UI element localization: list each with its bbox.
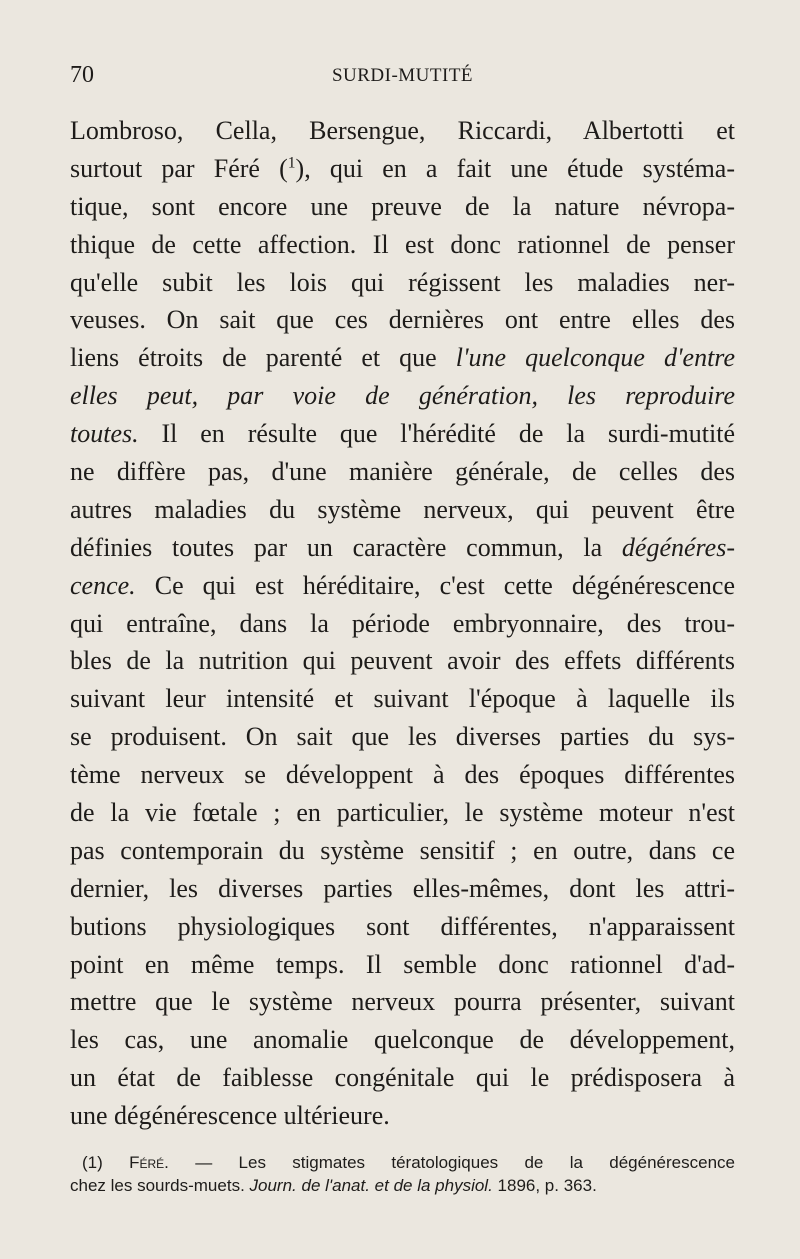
text-line: suivant leur intensité et suivant l'époque à laquelle ils xyxy=(70,684,735,714)
text-line: liens étroits de parenté et que l'une quelconque d'entre xyxy=(70,343,735,373)
italic-phrase: l'une quelconque d'entre xyxy=(455,343,735,373)
text-line: un état de faiblesse congénitale qui le prédisposera à xyxy=(70,1063,735,1093)
text-line: dernier, les diverses parties elles-mêmes, dont les attri- xyxy=(70,873,735,903)
footnote xyxy=(70,1151,735,1197)
footnote-line: chez les sourds-muets. Journ. de l'anat. et de la physiol. 1896, p. 363. xyxy=(70,1176,597,1195)
text-line: qui entraîne, dans la période embryonnaire, des trou- xyxy=(70,608,735,638)
text-line: point en même temps. Il semble donc rationnel d'ad- xyxy=(70,949,735,979)
italic-phrase: elles peut, par voie de génération, les reproduire xyxy=(70,381,735,411)
text-line: les cas, une anomalie quelconque de développement, xyxy=(70,1025,735,1055)
footnote-line: (1) Féré. — Les stigmates tératologiques de la dégénérescence xyxy=(82,1153,735,1172)
text-line: bles de la nutrition qui peuvent avoir des effets différents xyxy=(70,646,735,676)
text-line: toutes. Il en résulte que l'hérédité de la surdi-mutité xyxy=(70,419,735,449)
footnote-reference: 1 xyxy=(287,154,296,172)
text-line xyxy=(70,377,735,415)
italic-term: cence. xyxy=(70,570,136,600)
text-line: surtout par Féré ($^1$), qui en a fait une étude systéma- xyxy=(70,153,736,183)
text-line: se produisent. On sait que les diverses parties du sys- xyxy=(70,722,735,752)
text-line: une dégénérescence ultérieure. xyxy=(70,1101,390,1131)
text-line: cence. Ce qui est héréditaire, c'est cette dégénérescence xyxy=(70,570,735,600)
italic-term: dégénéres- xyxy=(621,532,735,562)
text-line: ne diffère pas, d'une manière générale, de celles des xyxy=(70,457,735,487)
text-line: mettre que le système nerveux pourra présenter, suivant xyxy=(70,987,735,1017)
text-line: pas contemporain du système sensitif ; en outre, dans ce xyxy=(70,835,735,865)
text-line: Lombroso, Cella, Bersengue, Riccardi, Albertotti et xyxy=(70,116,735,145)
text-line: veuses. On sait que ces dernières ont entre elles des xyxy=(70,305,735,335)
page-header xyxy=(70,62,735,90)
footnote-author: Féré. xyxy=(102,1153,169,1172)
journal-title: Journ. de l'anat. et de la physiol. xyxy=(249,1176,493,1195)
text-line: thique de cette affection. Il est donc rationnel de penser xyxy=(70,229,735,259)
text-line: définies toutes par un caractère commun, la dégénéres- xyxy=(70,532,735,562)
text-line: butions physiologiques sont différentes, n'apparaissent xyxy=(70,911,735,941)
running-title: SURDI-MUTITÉ xyxy=(331,65,474,86)
page-number: 70 xyxy=(70,62,94,88)
text-line: qu'elle subit les lois qui régissent les maladies ner- xyxy=(70,267,735,297)
text-line: autres maladies du système nerveux, qui peuvent être xyxy=(70,494,735,524)
text-line: de la vie fœtale ; en particulier, le système moteur n'est xyxy=(70,798,735,828)
text-line: tème nerveux se développent à des époques différentes xyxy=(70,760,735,790)
italic-phrase: toutes. xyxy=(70,419,139,449)
text-line: tique, sont encore une preuve de la nature névropa- xyxy=(70,191,735,221)
footnote-marker: (1) xyxy=(82,1153,103,1172)
body-text xyxy=(70,112,735,1135)
